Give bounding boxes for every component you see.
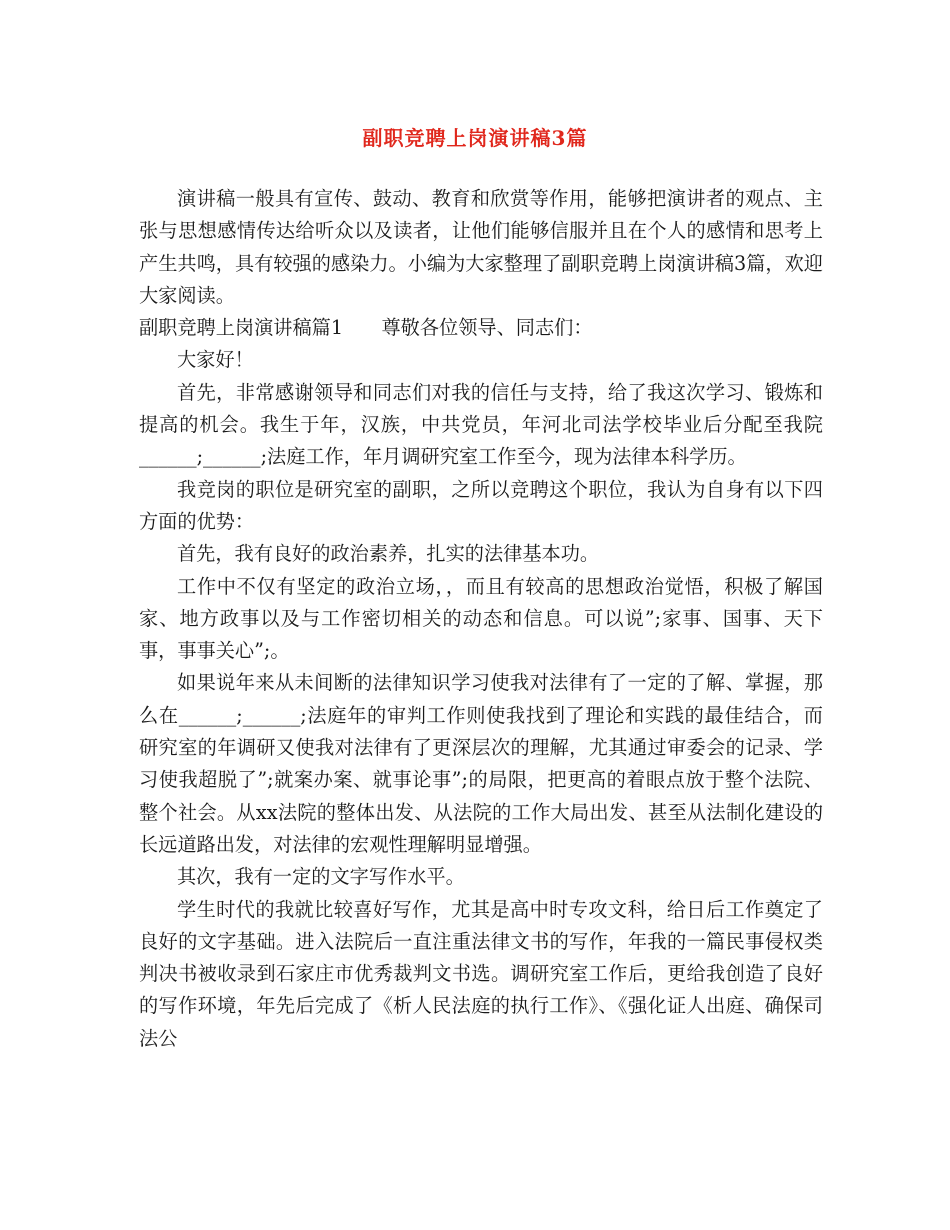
paragraph-intro: 演讲稿一般具有宣传、鼓动、教育和欣赏等作用，能够把演讲者的观点、主张与思想感情传达给听众以及读者，让他们能够信服并且在个人的感情和思考上产生共鸣，具有较强的感染力。小编为大家整理了副职竞聘上岗演讲稿3篇，欢迎大家阅读。	[139, 187, 823, 307]
paragraph-heading: 副职竞聘上岗演讲稿篇1 尊敬各位领导、同志们：	[139, 316, 593, 340]
paragraph-greeting: 大家好！	[177, 348, 254, 372]
paragraph-point-one: 首先，我有良好的政治素养，扎实的法律基本功。	[177, 542, 600, 566]
paragraph-politics: 工作中不仅有坚定的政治立场，，而且有较高的思想政治觉悟，积极了解国家、地方政事以及与工作密切相关的动态和信息。可以说”;家事、国事、天下事，事事关心”;。	[139, 574, 823, 663]
paragraph-writing: 学生时代的我就比较喜好写作，尤其是高中时专攻文科，给日后工作奠定了良好的文字基础。进入法院后一直注重法律文书的写作，年我的一篇民事侵权类判决书被收录到石家庄市优秀裁判文书选。调研究室工作后，更给我创造了良好的写作环境，年先后完成了《析人民法庭的执行工作》、《强化证人出庭、确保司法公	[139, 897, 823, 1050]
paragraph-thanks: 首先，非常感谢领导和同志们对我的信任与支持，给了我这次学习、锻炼和提高的机会。我生于年，汉族，中共党员，年河北司法学校毕业后分配至我院______;______;法庭工作，年月调研究室工作至今，现为法律本科学历。	[139, 380, 823, 469]
document-title: 副职竞聘上岗演讲稿3篇	[362, 126, 588, 150]
document-body	[139, 183, 823, 1055]
paragraph-law-study: 如果说年来从未间断的法律知识学习使我对法律有了一定的了解、掌握，那么在______;______;法庭年的审判工作则使我找到了理论和实践的最佳结合，而研究室的年调研又使我对法律有了更深层次的理解，尤其通过审委会的记录、学习使我超脱了”;就案办案、就事论事”;的局限，把更高的着眼点放于整个法院、整个社会。从xx法院的整体出发、从法院的工作大局出发、甚至从法制化建设的长远道路出发，对法律的宏观性理解明显增强。	[139, 671, 823, 856]
paragraph-position: 我竞岗的职位是研究室的副职，之所以竞聘这个职位，我认为自身有以下四方面的优势：	[139, 477, 823, 533]
paragraph-point-two: 其次，我有一定的文字写作水平。	[177, 865, 465, 889]
